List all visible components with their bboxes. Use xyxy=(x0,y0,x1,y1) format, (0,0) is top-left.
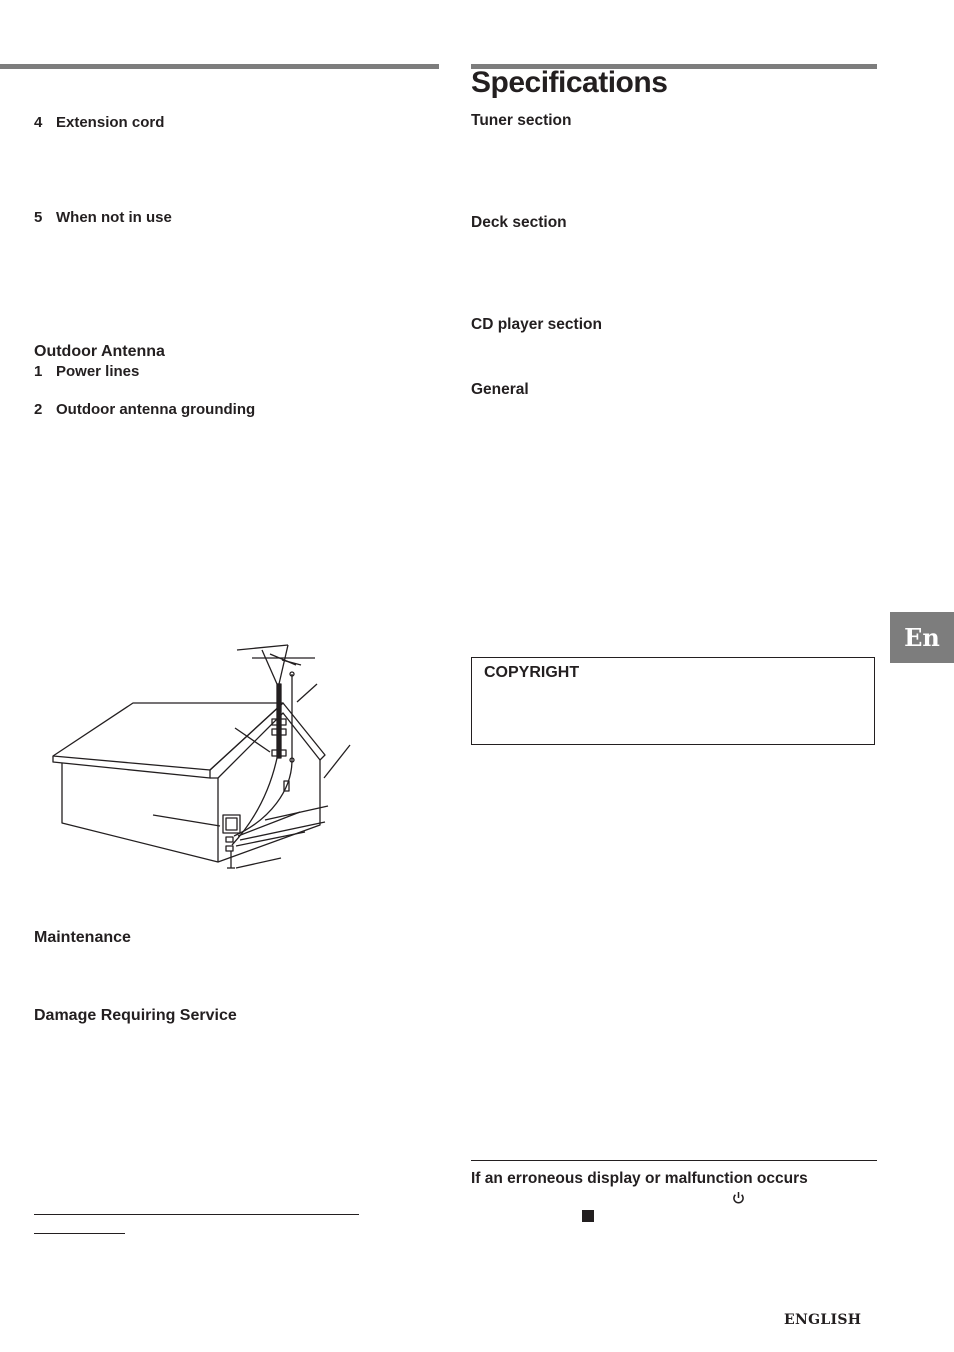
copyright-box xyxy=(471,657,875,745)
power-icon xyxy=(732,1191,745,1205)
copyright-label: COPYRIGHT xyxy=(484,664,580,681)
item-number: 4 xyxy=(34,114,43,131)
antenna-grounding-illustration xyxy=(40,630,370,880)
malfunction-heading: If an erroneous display or malfunction occurs xyxy=(471,1170,808,1187)
item-when-not-in-use xyxy=(34,209,172,226)
item-antenna-grounding xyxy=(34,401,255,418)
item-power-lines xyxy=(34,363,139,380)
item-extension-cord xyxy=(34,114,164,131)
damage-requiring-service-heading: Damage Requiring Service xyxy=(34,1007,237,1024)
tuner-section-heading: Tuner section xyxy=(471,112,572,129)
footnote-rule-short xyxy=(34,1233,125,1234)
general-section-heading: General xyxy=(471,381,529,398)
outdoor-antenna-heading: Outdoor Antenna xyxy=(34,343,165,360)
deck-section-heading: Deck section xyxy=(471,214,567,231)
item-title: Power lines xyxy=(56,363,140,380)
item-number: 1 xyxy=(34,363,43,380)
item-title: When not in use xyxy=(56,209,172,226)
specifications-title: Specifications xyxy=(471,66,668,99)
language-tab: En xyxy=(890,612,954,663)
maintenance-heading: Maintenance xyxy=(34,929,131,946)
item-number: 2 xyxy=(34,401,43,418)
item-title: Outdoor antenna grounding xyxy=(56,401,256,418)
footer-language-label: ENGLISH xyxy=(784,1312,862,1328)
item-number: 5 xyxy=(34,209,43,226)
item-title: Extension cord xyxy=(56,114,165,131)
footnote-rule-long xyxy=(34,1214,359,1215)
cd-player-section-heading: CD player section xyxy=(471,316,602,333)
stop-icon xyxy=(582,1210,594,1222)
malfunction-rule xyxy=(471,1160,877,1161)
left-top-rule xyxy=(0,64,439,69)
